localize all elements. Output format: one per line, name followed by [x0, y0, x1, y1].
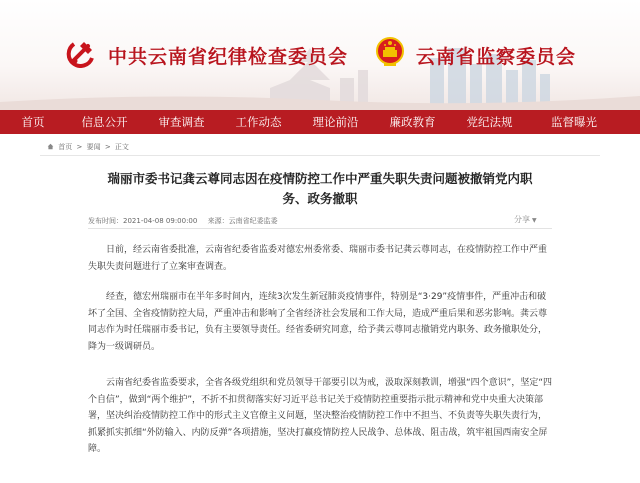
header-banner	[0, 0, 640, 110]
main-navigation	[0, 110, 640, 134]
breadcrumb-separator: >	[76, 143, 83, 151]
article-paragraph: 经查，德宏州瑞丽市在半年多时间内，连续3次发生新冠肺炎疫情事件，特别是“3·29”疫情事件，严重冲击和破坏了全国、全省疫情防控大局，严重冲击和影响了全省经济社会发展和工作大局，造成严重后果和恶劣影响。龚云尊同志作为时任瑞丽市委书记，负有主要领导责任。经省委研究同意，给予龚云尊同志撤销党内职务、政务撤职处分，降为一级调研员。	[88, 292, 548, 352]
nav-item-exposure[interactable]: 监督曝光	[551, 115, 597, 129]
article-meta	[88, 216, 286, 226]
article-paragraph: 云南省纪委省监委要求，全省各级党组织和党员领导干部要引以为戒，汲取深刻教训，增强“四个意识”，坚定“四个自信”，做到“两个维护”，不折不扣贯彻落实好习近平总书记关于疫情防控重要指示批示精神和党中央重大决策部署，坚决纠治疫情防控工作中的形式主义官僚主义问题，坚决整治疫情防控工作中不担当、不负责等失职失责行为，抓紧抓实抓细“外防输入、内防反弹”各项措施，坚决打赢疫情防控人民战争、总体战、阻击战，筑牢祖国西南安全屏障。	[88, 378, 552, 454]
share-label: 分享	[514, 215, 530, 224]
share-button[interactable]	[514, 214, 537, 225]
national-emblem-icon	[374, 36, 406, 68]
publish-time: 发布时间：2021-04-08 09:00:00	[88, 217, 198, 225]
article-title-line-1: 瑞丽市委书记龚云尊同志因在疫情防控工作中严重失职失责问题被撤销党内职	[107, 171, 533, 186]
breadcrumb-current: 正文	[114, 143, 129, 151]
nav-item-regulations[interactable]: 党纪法规	[466, 115, 513, 129]
nav-item-info-disclosure[interactable]: 信息公开	[81, 115, 128, 129]
nav-item-work-news[interactable]: 工作动态	[235, 115, 282, 129]
nav-item-integrity-education[interactable]: 廉政教育	[389, 115, 436, 129]
party-emblem-icon	[66, 36, 98, 68]
nav-item-investigation[interactable]: 审查调查	[158, 115, 205, 129]
breadcrumb-separator: >	[104, 143, 111, 151]
nav-item-theory[interactable]: 理论前沿	[312, 115, 359, 129]
meta-divider	[88, 228, 552, 229]
article-title-line-2: 务、政务撤职	[282, 191, 358, 206]
nav-item-home[interactable]: 首页	[21, 115, 45, 129]
breadcrumb-home[interactable]: 首页	[58, 143, 73, 151]
home-icon	[47, 143, 54, 150]
supervision-commission-title: 云南省监察委员会	[416, 46, 577, 68]
party-discipline-commission-title: 中共云南省纪律检查委员会	[108, 46, 349, 68]
article-paragraph: 日前，经云南省委批准，云南省纪委省监委对德宏州委常委、瑞丽市委书记龚云尊同志，在疫情防控工作中严重失职失责问题进行了立案审查调查。	[88, 245, 548, 272]
breadcrumb	[47, 142, 129, 152]
breadcrumb-news[interactable]: 要闻	[86, 143, 101, 151]
article-source: 来源：云南省纪委监委	[207, 217, 278, 225]
chevron-down-icon: ▼	[532, 217, 537, 224]
